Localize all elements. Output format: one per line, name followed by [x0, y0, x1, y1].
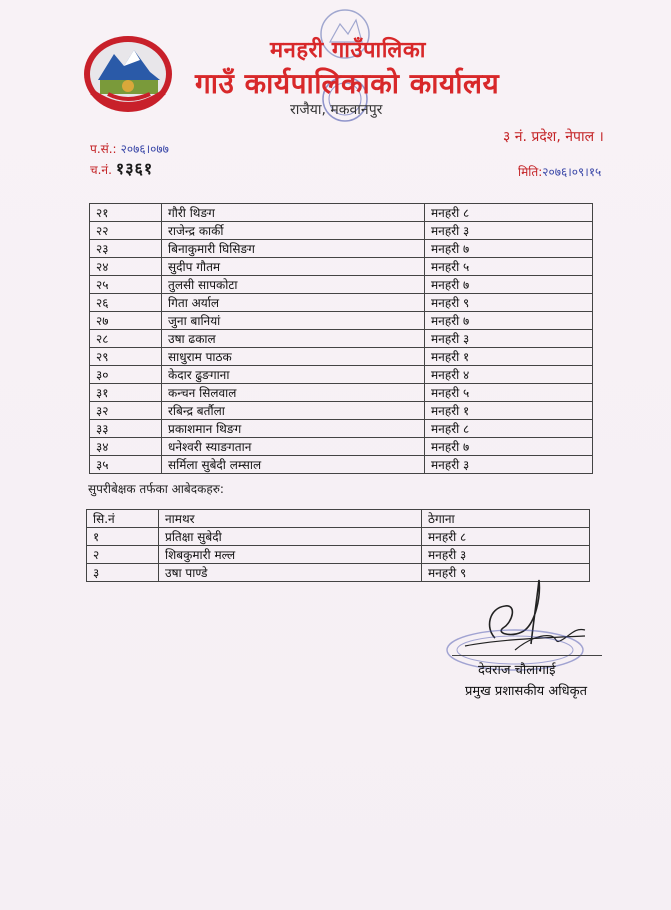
table-row [87, 546, 590, 564]
sn-cell: २२ [90, 222, 162, 240]
name-cell: प्रकाशमान थिङग [162, 420, 425, 438]
municipality-name: मनहरी गाउँपालिका [270, 38, 426, 63]
name-cell: तुलसी सापकोटा [162, 276, 425, 294]
dispatch-value: १३६१ [115, 159, 154, 178]
name-cell: उषा ढकाल [162, 330, 425, 348]
signatory-name: देवराज चौलागाई [478, 663, 556, 678]
table-row [90, 240, 593, 258]
nepal-emblem-icon [80, 32, 176, 114]
table-header-row [87, 510, 590, 528]
dispatch-label: च.नं. [90, 163, 112, 177]
address-cell: मनहरी १ [425, 402, 593, 420]
name-cell: उषा पाण्डे [159, 564, 422, 582]
sn-cell: २६ [90, 294, 162, 312]
address-header: ठेगाना [422, 510, 590, 528]
name-cell: कन्चन सिलवाल [162, 384, 425, 402]
name-cell: जुना बानियां [162, 312, 425, 330]
name-cell: गिता अर्याल [162, 294, 425, 312]
address-cell: मनहरी ३ [425, 222, 593, 240]
name-cell: केदार ढुङगाना [162, 366, 425, 384]
sn-cell: २५ [90, 276, 162, 294]
sn-cell: २८ [90, 330, 162, 348]
name-cell: राजेन्द्र कार्की [162, 222, 425, 240]
table-row [90, 204, 593, 222]
address-cell: मनहरी ४ [425, 366, 593, 384]
name-cell: धनेश्वरी स्याङगतान [162, 438, 425, 456]
address-cell: मनहरी ७ [425, 276, 593, 294]
table-row [90, 294, 593, 312]
supervisor-table-body [87, 510, 590, 582]
name-header: नामथर [159, 510, 422, 528]
address-cell: मनहरी ८ [425, 204, 593, 222]
sn-cell: २७ [90, 312, 162, 330]
office-address: राजैया, मकवानपुर [290, 102, 383, 118]
name-cell: साधुराम पाठक [162, 348, 425, 366]
table-row [90, 384, 593, 402]
applicant-table-body [90, 204, 593, 474]
reference-number [90, 140, 169, 157]
dispatch-number [90, 157, 153, 179]
sn-cell: ३ [87, 564, 159, 582]
table-row [87, 528, 590, 546]
office-name: गाउँ कार्यपालिकाको कार्यालय [195, 67, 500, 100]
supervisor-table [86, 509, 590, 582]
table-row [90, 366, 593, 384]
sn-cell: २१ [90, 204, 162, 222]
sn-cell: ३४ [90, 438, 162, 456]
table-row [90, 456, 593, 474]
sn-cell: २४ [90, 258, 162, 276]
address-cell: मनहरी ७ [425, 312, 593, 330]
table-row [90, 348, 593, 366]
address-cell: मनहरी ८ [422, 528, 590, 546]
sn-cell: ३१ [90, 384, 162, 402]
address-cell: मनहरी ३ [422, 546, 590, 564]
sn-cell: २३ [90, 240, 162, 258]
table-row [90, 258, 593, 276]
sn-cell: ३३ [90, 420, 162, 438]
address-cell: मनहरी ७ [425, 240, 593, 258]
letter-date [518, 163, 601, 180]
address-cell: मनहरी ३ [425, 456, 593, 474]
sn-cell: ३२ [90, 402, 162, 420]
province-label: ३ नं. प्रदेश, नेपाल । [503, 129, 604, 145]
supervisor-applicants-heading: सुपरीबेक्षक तर्फका आबेदकहरु: [88, 482, 224, 496]
name-cell: प्रतिक्षा सुबेदी [159, 528, 422, 546]
name-cell: शिबकुमारी मल्ल [159, 546, 422, 564]
date-label: मिति: [518, 165, 543, 179]
signatory-designation: प्रमुख प्रशासकीय अधिकृत [465, 684, 588, 699]
address-cell: मनहरी ५ [425, 384, 593, 402]
table-row [90, 330, 593, 348]
table-row [90, 402, 593, 420]
reference-label: प.सं.: [90, 142, 117, 156]
sn-cell: २ [87, 546, 159, 564]
address-cell: मनहरी १ [425, 348, 593, 366]
sn-header: सि.नं [87, 510, 159, 528]
address-cell: मनहरी ८ [425, 420, 593, 438]
name-cell: बिनाकुमारी घिसिङग [162, 240, 425, 258]
address-cell: मनहरी ५ [425, 258, 593, 276]
sn-cell: ३० [90, 366, 162, 384]
address-cell: मनहरी ९ [422, 564, 590, 582]
table-row [90, 438, 593, 456]
address-cell: मनहरी ३ [425, 330, 593, 348]
table-row [90, 222, 593, 240]
signature-line [452, 655, 602, 656]
applicant-table [89, 203, 593, 474]
name-cell: सुदीप गौतम [162, 258, 425, 276]
table-row [90, 420, 593, 438]
sn-cell: १ [87, 528, 159, 546]
name-cell: रबिन्द्र बर्तौला [162, 402, 425, 420]
date-value: २०७६।०९।१५ [542, 165, 602, 179]
address-cell: मनहरी ७ [425, 438, 593, 456]
table-row [90, 312, 593, 330]
sn-cell: २९ [90, 348, 162, 366]
name-cell: गौरी थिङग [162, 204, 425, 222]
name-cell: सर्मिला सुबेदी लम्साल [162, 456, 425, 474]
address-cell: मनहरी ९ [425, 294, 593, 312]
sn-cell: ३५ [90, 456, 162, 474]
reference-value: २०७६।०७७ [120, 142, 169, 156]
table-row [90, 276, 593, 294]
